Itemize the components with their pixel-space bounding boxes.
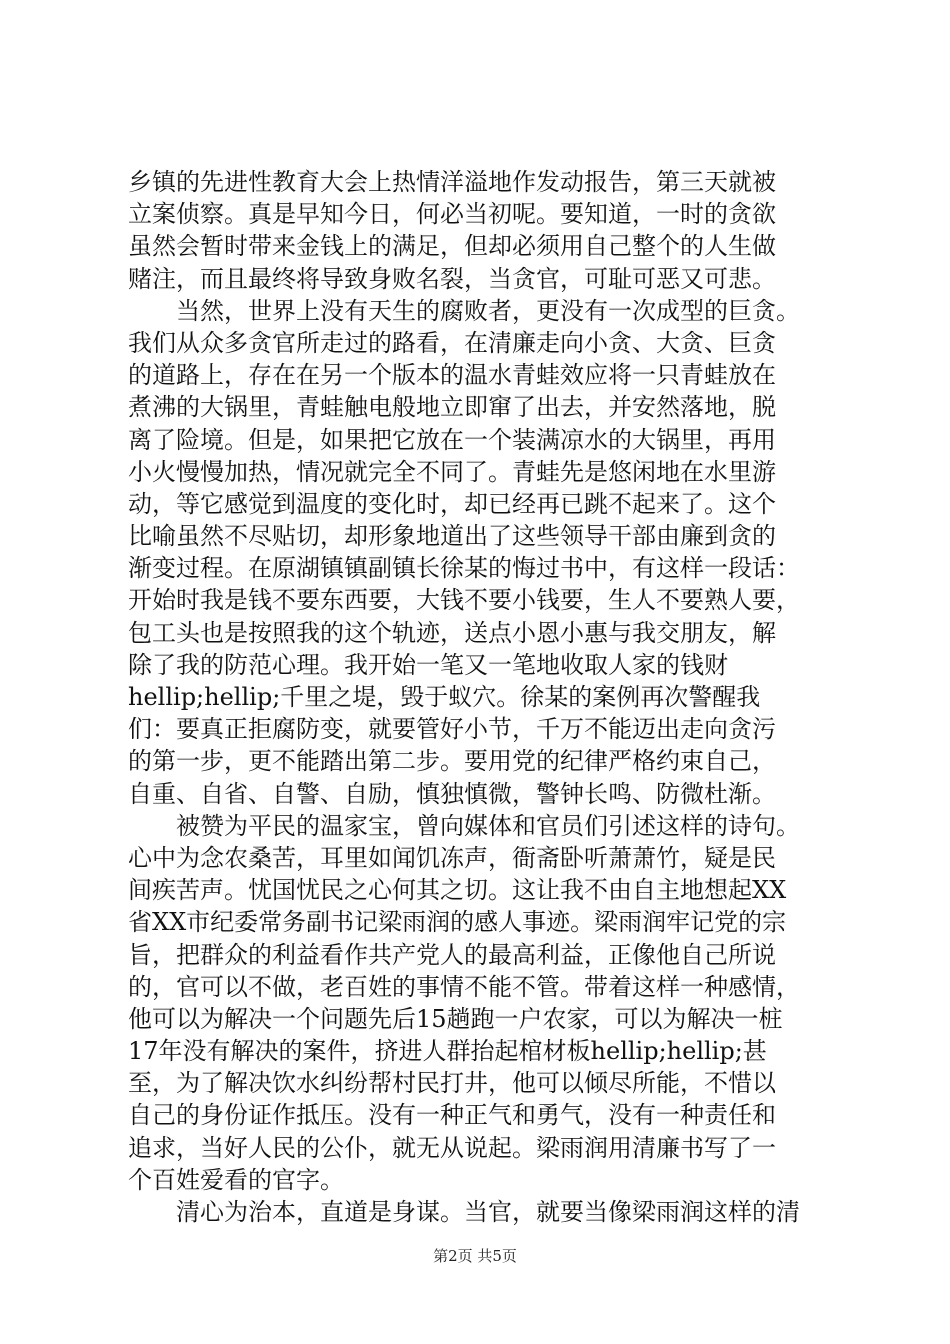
page-number-footer: 第2页 共5页 xyxy=(433,1247,517,1265)
text-line: 立案侦察。真是早知今日，何必当初呢。要知道，一时的贪欲 xyxy=(128,200,776,229)
text-line: 除了我的防范心理。我开始一笔又一笔地收取人家的钱财 xyxy=(128,650,728,679)
text-line: 我们从众多贪官所走过的路看，在清廉走向小贪、大贪、巨贪 xyxy=(128,328,776,357)
text-line: 们：要真正拒腐防变，就要管好小节，千万不能迈出走向贪污 xyxy=(128,715,776,744)
text-line: 包工头也是按照我的这个轨迹，送点小恩小惠与我交朋友，解 xyxy=(128,618,776,647)
text-line: 省XX市纪委常务副书记梁雨润的感人事迹。梁雨润牢记党的宗 xyxy=(128,908,787,937)
text-line: 自重、自省、自警、自励，慎独慎微，警钟长鸣、防微杜渐。 xyxy=(128,779,776,808)
text-line: 当然，世界上没有天生的腐败者，更没有一次成型的巨贪。 xyxy=(128,296,800,325)
text-line: 17年没有解决的案件，挤进人群抬起棺材板hellip;hellip;甚 xyxy=(128,1037,767,1066)
text-line: 动，等它感觉到温度的变化时，却已经再已跳不起来了。这个 xyxy=(128,489,776,518)
document-body xyxy=(128,166,823,1228)
text-line: 渐变过程。在原湖镇镇副镇长徐某的悔过书中，有这样一段话： xyxy=(128,554,800,583)
text-line: 追求，当好人民的公仆，就无从说起。梁雨润用清廉书写了一 xyxy=(128,1133,776,1162)
text-line: 间疾苦声。忧国忧民之心何其之切。这让我不由自主地想起XX xyxy=(128,876,787,905)
text-line: 乡镇的先进性教育大会上热情洋溢地作发动报告，第三天就被 xyxy=(128,168,776,196)
text-line: 旨，把群众的利益看作共产党人的最高利益，正像他自己所说 xyxy=(128,940,776,969)
text-line: 赌注，而且最终将导致身败名裂，当贪官，可耻可恶又可悲。 xyxy=(128,264,776,293)
text-line: 的，官可以不做，老百姓的事情不能不管。带着这样一种感情， xyxy=(128,972,800,1001)
text-line: 煮沸的大锅里，青蛙触电般地立即窜了出去，并安然落地，脱 xyxy=(128,393,776,422)
text-line: hellip;hellip;千里之堤，毁于蚁穴。徐某的案例再次警醒我 xyxy=(128,683,761,711)
text-line: 开始时我是钱不要东西要，大钱不要小钱要，生人不要熟人要， xyxy=(128,586,800,615)
text-line: 心中为念农桑苦，耳里如闻饥冻声，衙斋卧听萧萧竹，疑是民 xyxy=(128,843,776,872)
text-line: 他可以为解决一个问题先后15趟跑一户农家，可以为解决一桩 xyxy=(128,1004,783,1033)
text-line: 个百姓爱看的官字。 xyxy=(128,1165,344,1194)
text-line: 离了险境。但是，如果把它放在一个装满凉水的大锅里，再用 xyxy=(128,425,776,454)
text-line: 被赞为平民的温家宝，曾向媒体和官员们引述这样的诗句。 xyxy=(128,811,800,840)
text-line: 虽然会暂时带来金钱上的满足，但却必须用自己整个的人生做 xyxy=(128,232,776,261)
text-line: 的道路上，存在在另一个版本的温水青蛙效应将一只青蛙放在 xyxy=(128,361,776,390)
text-line: 清心为治本，直道是身谋。当官，就要当像梁雨润这样的清 xyxy=(128,1198,800,1226)
text-line: 的第一步，更不能踏出第二步。要用党的纪律严格约束自己， xyxy=(128,747,776,776)
text-line: 比喻虽然不尽贴切，却形象地道出了这些领导干部由廉到贪的 xyxy=(128,522,776,551)
text-line: 至，为了解决饮水纠纷帮村民打井，他可以倾尽所能，不惜以 xyxy=(128,1069,776,1098)
text-line: 小火慢慢加热，情况就完全不同了。青蛙先是悠闲地在水里游 xyxy=(128,457,776,486)
text-line: 自己的身份证作抵压。没有一种正气和勇气，没有一种责任和 xyxy=(128,1101,776,1130)
